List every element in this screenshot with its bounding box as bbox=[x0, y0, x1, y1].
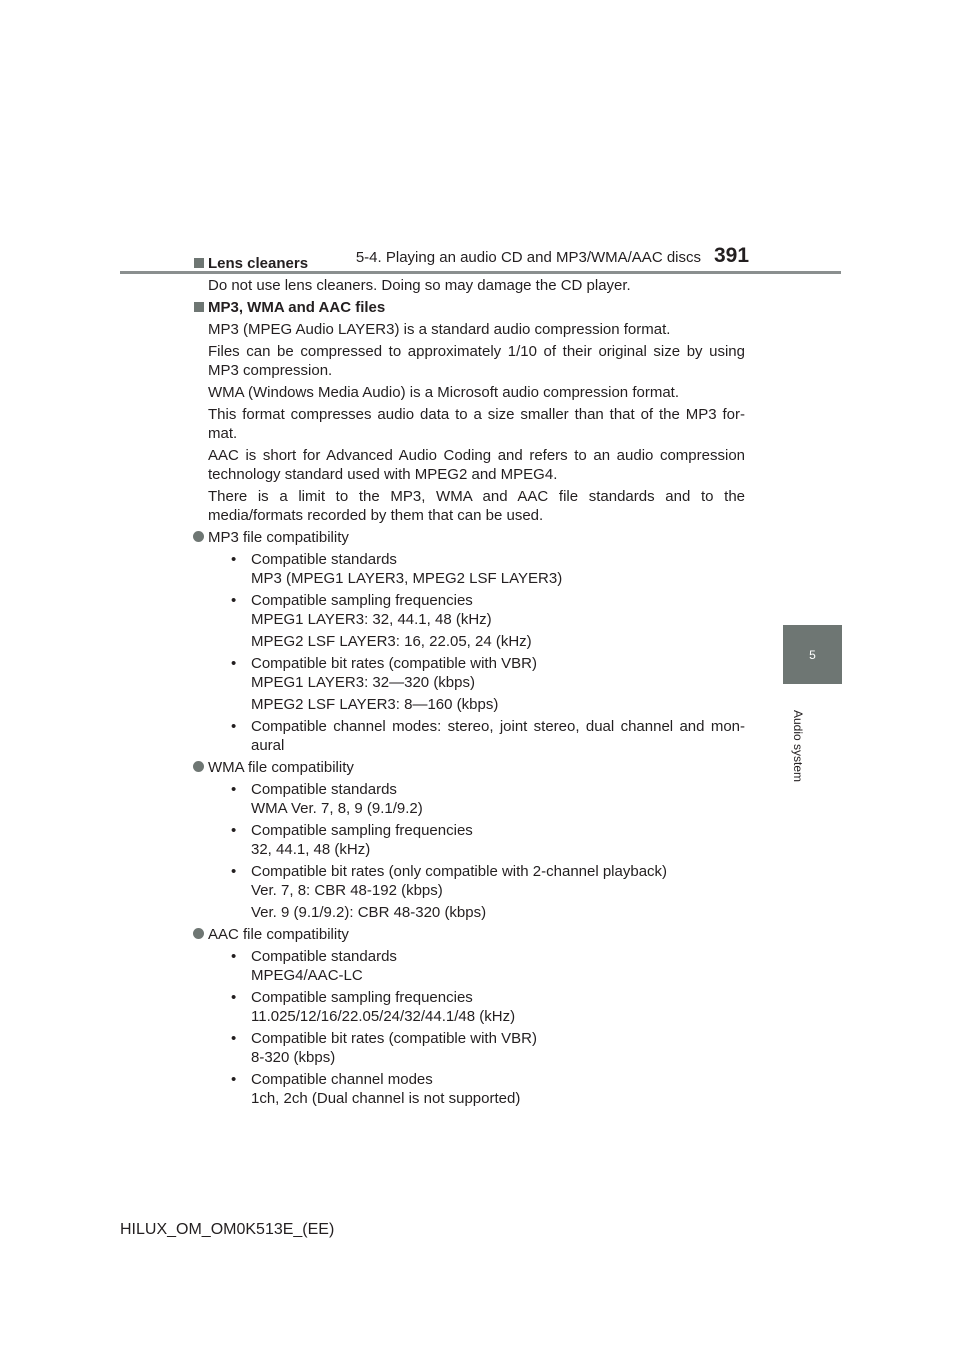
bullet-icon: • bbox=[231, 592, 237, 609]
paragraph: AAC is short for Advanced Audio Coding and refers to an audio compression technology standard used with MPEG2 and MPEG4. bbox=[208, 447, 745, 483]
bullet-icon: • bbox=[231, 863, 237, 880]
bullet-icon: • bbox=[231, 1030, 237, 1047]
heading-text: Lens cleaners bbox=[208, 255, 309, 272]
item-value: Ver. 9 (9.1/9.2): CBR 48-320 (kbps) bbox=[251, 904, 487, 921]
lens-cleaners-heading bbox=[192, 254, 745, 273]
list-item bbox=[208, 947, 745, 985]
list-item bbox=[208, 862, 745, 900]
list-item bbox=[208, 654, 745, 692]
square-bullet-icon bbox=[194, 258, 204, 268]
item-value: MPEG1 LAYER3: 32, 44.1, 48 (kHz) bbox=[251, 611, 492, 628]
wma-compatibility-heading bbox=[192, 758, 745, 777]
bullet-icon: • bbox=[231, 718, 237, 735]
bullet-icon: • bbox=[231, 1071, 237, 1088]
item-label: Compatible bit rates (compatible with VBR) bbox=[251, 1030, 537, 1047]
circle-bullet-icon bbox=[193, 531, 204, 542]
item-label: Compatible sampling frequencies bbox=[251, 822, 473, 839]
item-value: MPEG1 LAYER3: 32—320 (kbps) bbox=[251, 674, 475, 691]
item-value: 1ch, 2ch (Dual channel is not supported) bbox=[251, 1090, 521, 1107]
item-label: Compatible sampling frequencies bbox=[251, 989, 473, 1006]
heading-text: MP3, WMA and AAC files bbox=[208, 299, 386, 316]
paragraph: Files can be compressed to approximately 1/10 of their original size by using MP3 compression. bbox=[208, 343, 745, 379]
bullet-icon: • bbox=[231, 948, 237, 965]
chapter-tab bbox=[783, 625, 842, 684]
item-value: 32, 44.1, 48 (kHz) bbox=[251, 841, 371, 858]
item-value: Ver. 7, 8: CBR 48-192 (kbps) bbox=[251, 882, 443, 899]
square-bullet-icon bbox=[194, 302, 204, 312]
bullet-icon: • bbox=[231, 551, 237, 568]
subheading-text: MP3 file compatibility bbox=[208, 529, 349, 546]
paragraph: This format compresses audio data to a size smaller than that of the MP3 for-mat. bbox=[208, 406, 745, 442]
item-value: MPEG2 LSF LAYER3: 8—160 (kbps) bbox=[251, 696, 499, 713]
list-item bbox=[208, 717, 745, 755]
bullet-icon: • bbox=[231, 989, 237, 1006]
item-value: 11.025/12/16/22.05/24/32/44.1/48 (kHz) bbox=[251, 1008, 516, 1025]
aac-compatibility-heading bbox=[192, 925, 745, 944]
circle-bullet-icon bbox=[193, 928, 204, 939]
chapter-number: 5 bbox=[809, 648, 816, 662]
item-value: WMA Ver. 7, 8, 9 (9.1/9.2) bbox=[251, 800, 423, 817]
bullet-icon: • bbox=[231, 822, 237, 839]
paragraph: There is a limit to the MP3, WMA and AAC file standards and to the media/formats recorded by them that can be used. bbox=[208, 488, 745, 524]
paragraph: WMA (Windows Media Audio) is a Microsoft audio compression format. bbox=[208, 384, 679, 401]
item-label: Compatible standards bbox=[251, 551, 397, 568]
paragraph: MP3 (MPEG Audio LAYER3) is a standard audio compression format. bbox=[208, 321, 671, 338]
subheading-text: AAC file compatibility bbox=[208, 926, 349, 943]
item-value: MPEG2 LSF LAYER3: 16, 22.05, 24 (kHz) bbox=[251, 633, 532, 650]
mp3-compatibility-heading bbox=[192, 528, 745, 547]
list-item bbox=[208, 1029, 745, 1067]
files-heading bbox=[192, 298, 745, 317]
list-item bbox=[208, 591, 745, 629]
bullet-icon: • bbox=[231, 655, 237, 672]
list-item bbox=[208, 780, 745, 818]
item-label: Compatible sampling frequencies bbox=[251, 592, 473, 609]
item-label: Compatible bit rates (only compatible with 2-channel playback) bbox=[251, 863, 668, 880]
item-value: 8-320 (kbps) bbox=[251, 1049, 336, 1066]
circle-bullet-icon bbox=[193, 761, 204, 772]
list-item bbox=[208, 1070, 745, 1108]
list-item bbox=[208, 821, 745, 859]
list-item bbox=[208, 988, 745, 1026]
paragraph: Do not use lens cleaners. Doing so may damage the CD player. bbox=[208, 277, 631, 294]
bullet-icon: • bbox=[231, 781, 237, 798]
item-label: Compatible bit rates (compatible with VBR) bbox=[251, 655, 537, 672]
document-code: HILUX_OM_OM0K513E_(EE) bbox=[120, 1221, 335, 1238]
page-content bbox=[208, 254, 745, 1108]
chapter-label: Audio system bbox=[791, 709, 805, 783]
item-value: MPEG4/AAC-LC bbox=[251, 967, 363, 984]
subheading-text: WMA file compatibility bbox=[208, 759, 354, 776]
page-number: 391 bbox=[714, 244, 750, 267]
section-title: 5-4. Playing an audio CD and MP3/WMA/AAC discs bbox=[355, 249, 701, 266]
item-label: Compatible channel modes bbox=[251, 1071, 433, 1088]
list-item bbox=[208, 550, 745, 588]
item-label: Compatible standards bbox=[251, 948, 397, 965]
item-label: Compatible standards bbox=[251, 781, 397, 798]
item-value: MP3 (MPEG1 LAYER3, MPEG2 LSF LAYER3) bbox=[251, 570, 563, 587]
item-text: Compatible channel modes: stereo, joint stereo, dual channel and mon-aural bbox=[251, 718, 745, 754]
